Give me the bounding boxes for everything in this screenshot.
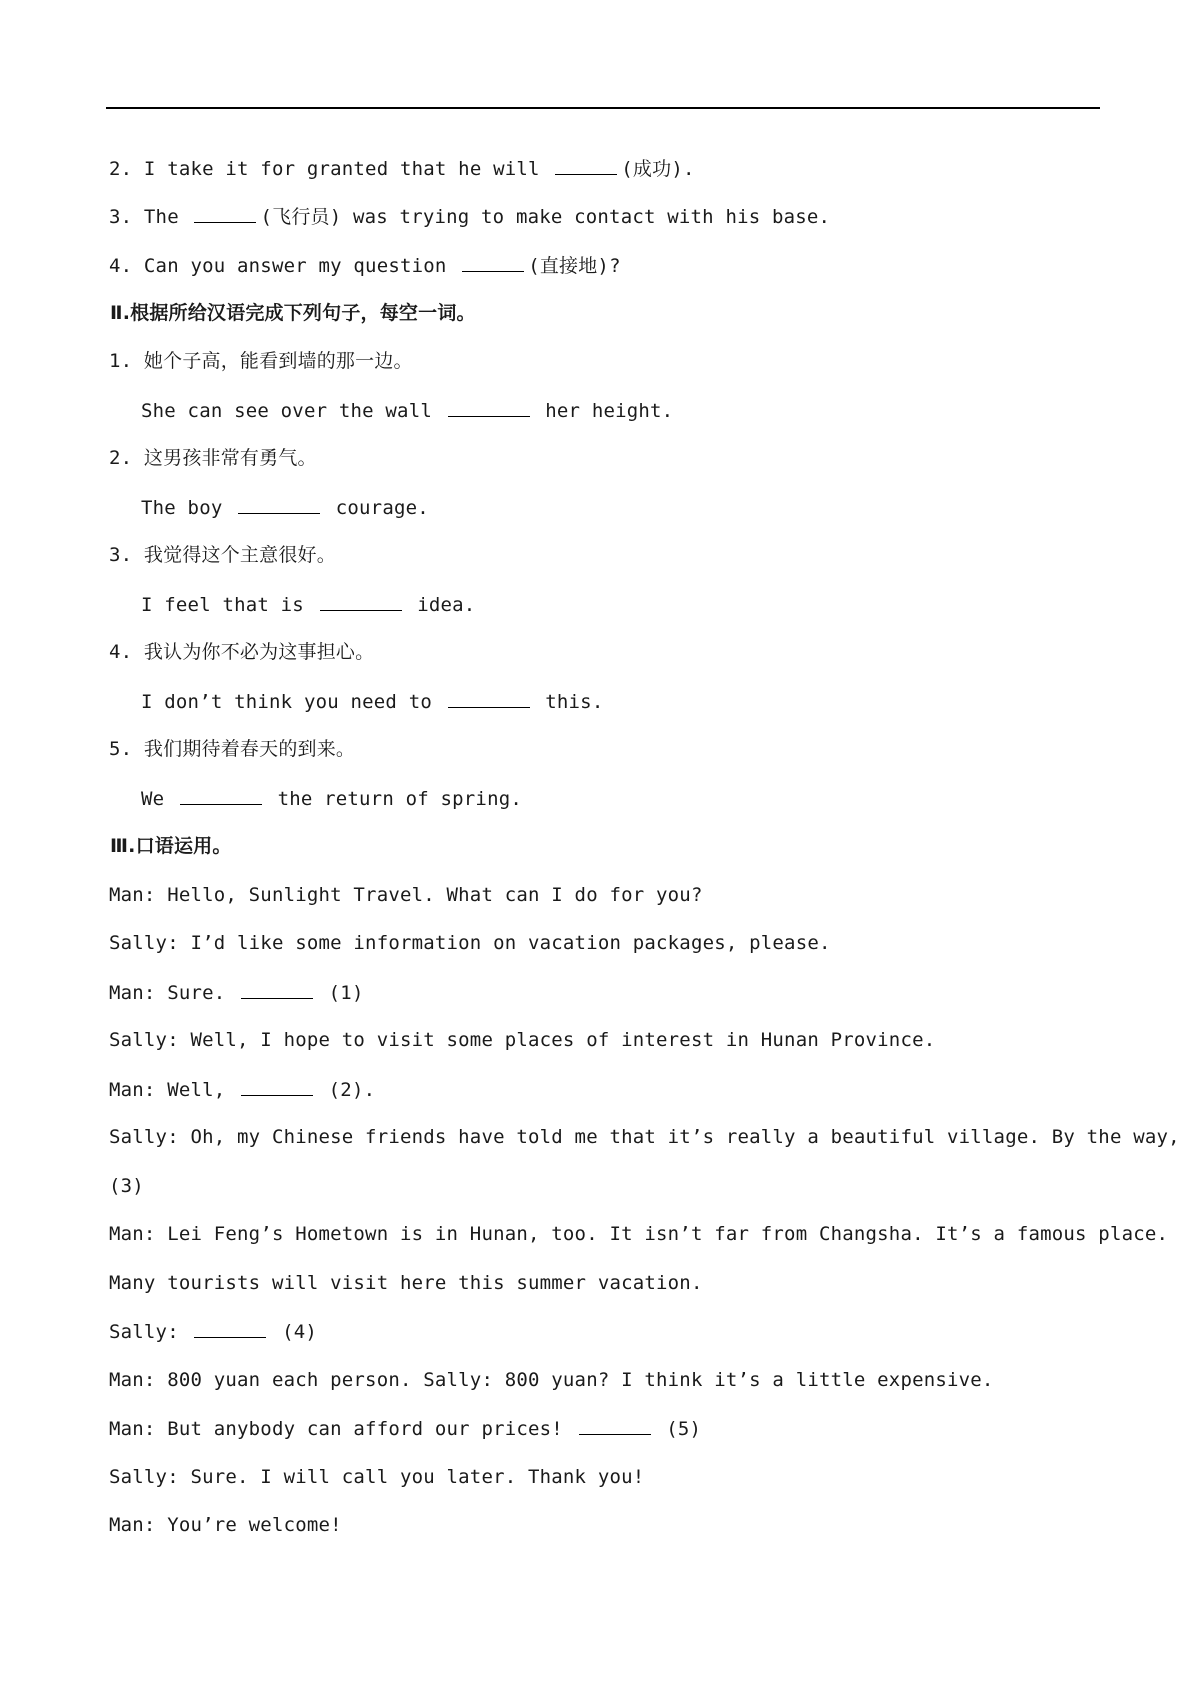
item-number: 1. [109, 350, 133, 372]
item-3-english [141, 592, 475, 617]
dialogue-line-3 [109, 980, 364, 1005]
chinese-prompt: 她个子高，能看到墙的那一边。 [143, 350, 413, 372]
answer-blank[interactable] [194, 1319, 266, 1338]
question-text: Can you answer my question [143, 255, 447, 277]
answer-blank[interactable] [180, 786, 262, 805]
english-text: the return of spring. [277, 788, 522, 810]
item-1-chinese [109, 349, 413, 373]
answer-blank[interactable] [238, 495, 320, 514]
english-text: her height. [545, 400, 674, 422]
item-number: 4. [109, 641, 133, 663]
item-number: 3. [109, 544, 133, 566]
item-2-english [141, 495, 429, 520]
question-text: I take it for granted that he will [143, 158, 540, 180]
dialogue-line-11: Man: 800 yuan each person. Sally: 800 yuan? I think it’s a little expensive. [109, 1369, 994, 1391]
dialogue-text: Man: Sure. [109, 982, 226, 1004]
answer-blank[interactable] [194, 204, 256, 223]
dialogue-line-4: Sally: Well, I hope to visit some places of interest in Hunan Province. [109, 1029, 936, 1051]
chinese-prompt: 我认为你不必为这事担心。 [143, 641, 375, 663]
english-text: idea. [417, 594, 476, 616]
question-2 [109, 156, 695, 181]
question-number: 2. [109, 158, 133, 180]
item-1-english [141, 398, 673, 423]
blank-number: (2). [328, 1079, 376, 1101]
dialogue-line-1: Man: Hello, Sunlight Travel. What can I do for you? [109, 884, 703, 906]
english-text: The boy [141, 497, 223, 519]
question-text: The [143, 206, 179, 228]
item-5-chinese [109, 737, 355, 761]
item-5-english [141, 786, 522, 811]
question-3 [109, 204, 830, 229]
dialogue-line-8: Man: Lei Feng’s Hometown is in Hunan, too. It isn’t far from Changsha. It’s a famous place. [109, 1223, 1169, 1245]
english-text: this. [545, 691, 604, 713]
english-text: We [141, 788, 165, 810]
chinese-prompt: 这男孩非常有勇气。 [143, 447, 317, 469]
item-4-chinese [109, 640, 374, 664]
dialogue-text: Sally: [109, 1321, 179, 1343]
answer-blank[interactable] [448, 398, 530, 417]
dialogue-line-6: Sally: Oh, my Chinese friends have told me that it’s really a beautiful village. By the way, [109, 1126, 1180, 1148]
dialogue-line-2: Sally: I’d like some information on vacation packages, please. [109, 932, 831, 954]
chinese-prompt: 我觉得这个主意很好。 [143, 544, 336, 566]
answer-blank[interactable] [320, 592, 402, 611]
dialogue-text: Man: But anybody can afford our prices! [109, 1418, 563, 1440]
section-2-heading: Ⅱ.根据所给汉语完成下列句子，每空一词。 [110, 302, 476, 324]
header-rule [106, 107, 1100, 109]
answer-blank[interactable] [241, 980, 313, 999]
item-2-chinese [109, 446, 317, 470]
dialogue-line-7: (3) [109, 1175, 144, 1197]
question-hint: (直接地)? [528, 255, 621, 277]
dialogue-line-5 [109, 1077, 375, 1102]
item-number: 2. [109, 447, 133, 469]
question-hint: (飞行员) was trying to make contact with his base. [260, 206, 831, 228]
answer-blank[interactable] [241, 1077, 313, 1096]
answer-blank[interactable] [555, 156, 617, 175]
answer-blank[interactable] [462, 253, 524, 272]
dialogue-line-10 [109, 1319, 317, 1344]
dialogue-line-13: Sally: Sure. I will call you later. Thank you! [109, 1466, 645, 1488]
item-3-chinese [109, 543, 336, 567]
section-3-heading: Ⅲ.口语运用。 [110, 835, 232, 857]
item-4-english [141, 689, 603, 714]
answer-blank[interactable] [448, 689, 530, 708]
dialogue-text: Man: Well, [109, 1079, 226, 1101]
question-4 [109, 253, 621, 278]
blank-number: (4) [282, 1321, 318, 1343]
chinese-prompt: 我们期待着春天的到来。 [143, 738, 356, 760]
dialogue-line-12 [109, 1416, 701, 1441]
english-text: She can see over the wall [141, 400, 432, 422]
dialogue-line-9: Many tourists will visit here this summer vacation. [109, 1272, 703, 1294]
question-hint: (成功). [621, 158, 695, 180]
english-text: I don’t think you need to [141, 691, 432, 713]
english-text: courage. [335, 497, 429, 519]
question-number: 3. [109, 206, 133, 228]
question-number: 4. [109, 255, 133, 277]
blank-number: (5) [666, 1418, 702, 1440]
english-text: I feel that is [141, 594, 304, 616]
dialogue-line-14: Man: You’re welcome! [109, 1514, 342, 1536]
answer-blank[interactable] [579, 1416, 651, 1435]
blank-number: (1) [328, 982, 364, 1004]
item-number: 5. [109, 738, 133, 760]
